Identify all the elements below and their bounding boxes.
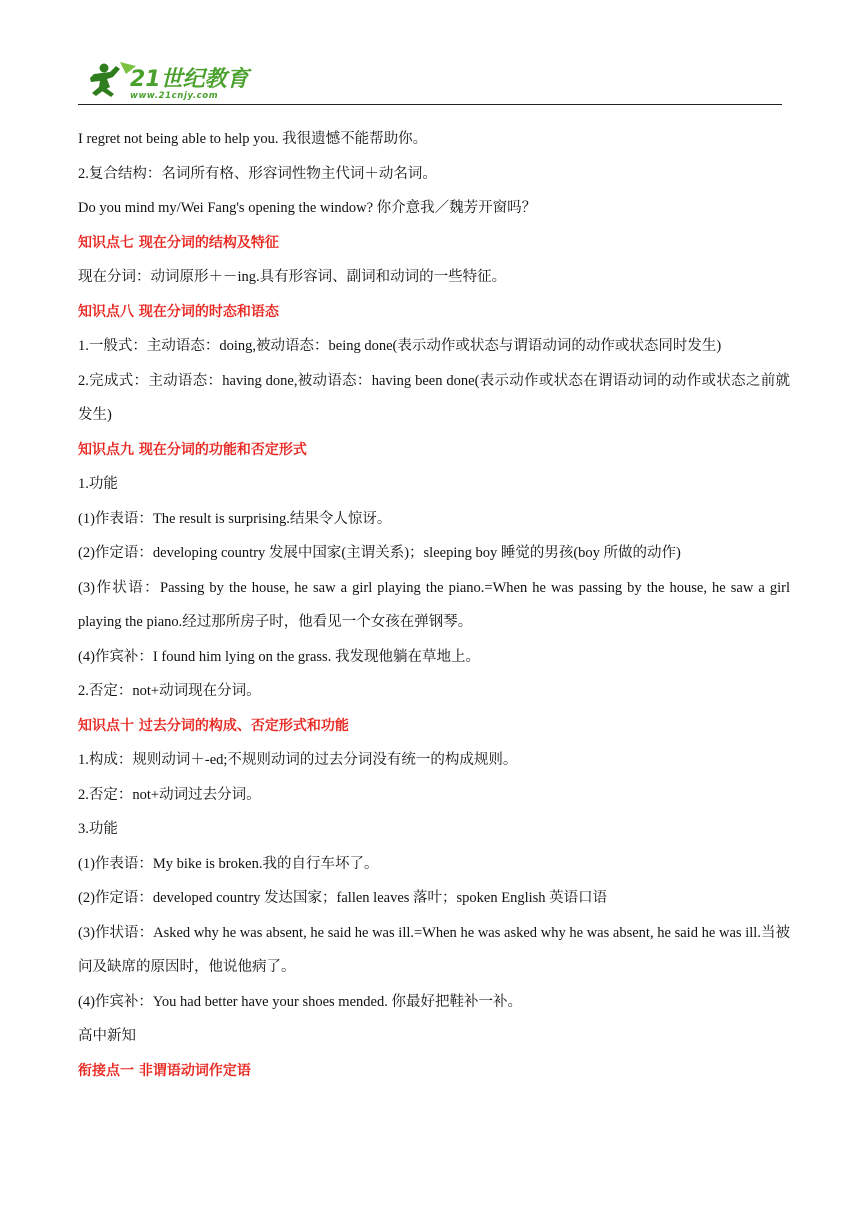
paragraph-line: (4)作宾补：You had better have your shoes mended. 你最好把鞋补一补。 (78, 993, 522, 1010)
paragraph-line: (1)作表语：My bike is broken.我的自行车坏了。 (78, 855, 379, 872)
21cnjy-logo (80, 60, 260, 102)
paragraph-line: (2)作定语：developed country 发达国家；fallen leaves 落叶；spoken English 英语口语 (78, 890, 608, 906)
paragraph-line: (2)作定语：developing country 发展中国家(主谓关系)；sleeping boy 睡觉的男孩(boy 所做的动作) (78, 545, 681, 561)
document-body (78, 122, 790, 1088)
paragraph-line: 2.复合结构：名词所有格、形容词性物主代词＋动名词。 (78, 165, 437, 182)
section-heading: 知识点七 现在分词的结构及特征 (78, 234, 279, 251)
paragraph-line: (3)作状语：Asked why he was absent, he said he was ill.=When he was asked why he was absent, he said he was ill.当被问及缺席的原因时，他说他病了。 (78, 924, 790, 975)
section-heading: 知识点八 现在分词的时态和语态 (78, 303, 279, 320)
paragraph-line: I regret not being able to help you. 我很遗憾不能帮助你。 (78, 131, 428, 147)
logo-text: 21世纪教育 (130, 67, 249, 92)
paragraph-line: 3.功能 (78, 821, 118, 837)
paragraph-line: 2.完成式：主动语态：having done,被动语态：having been done(表示动作或状态在谓语动词的动作或状态之前就发生) (78, 372, 790, 423)
paragraph-line: (4)作宾补：I found him lying on the grass. 我发现他躺在草地上。 (78, 648, 480, 665)
paragraph-line: (1)作表语：The result is surprising.结果令人惊讶。 (78, 510, 392, 527)
paragraph-line: 2.否定：not+动词过去分词。 (78, 786, 261, 803)
paragraph-line: 现在分词：动词原形＋－ing.具有形容词、副词和动词的一些特征。 (78, 269, 507, 285)
paragraph-line: 高中新知 (78, 1028, 136, 1044)
paragraph-line: Do you mind my/Wei Fang's opening the window? 你介意我／魏芳开窗吗？ (78, 200, 537, 216)
paragraph-line: (3)作状语：Passing by the house, he saw a girl playing the piano.=When he was passing by the house, he saw a girl playing the piano.经过那所房子时，他看见一个女孩在弹钢琴。 (78, 579, 790, 630)
paragraph-line: 1.功能 (78, 476, 118, 492)
page-header (78, 56, 782, 106)
paragraph-line: 1.一般式：主动语态：doing,被动语态：being done(表示动作或状态与谓语动词的动作或状态同时发生) (78, 338, 722, 354)
section-heading: 衔接点一 非谓语动词作定语 (78, 1062, 251, 1079)
paragraph-line: 2.否定：not+动词现在分词。 (78, 683, 261, 699)
paragraph-line: 1.构成：规则动词＋-ed;不规则动词的过去分词没有统一的构成规则。 (78, 752, 518, 768)
logo-url: www.21cnjy.com (130, 91, 219, 101)
section-heading: 知识点九 现在分词的功能和否定形式 (78, 441, 307, 458)
header-divider (78, 104, 782, 105)
section-heading: 知识点十 过去分词的构成、否定形式和功能 (78, 717, 349, 734)
